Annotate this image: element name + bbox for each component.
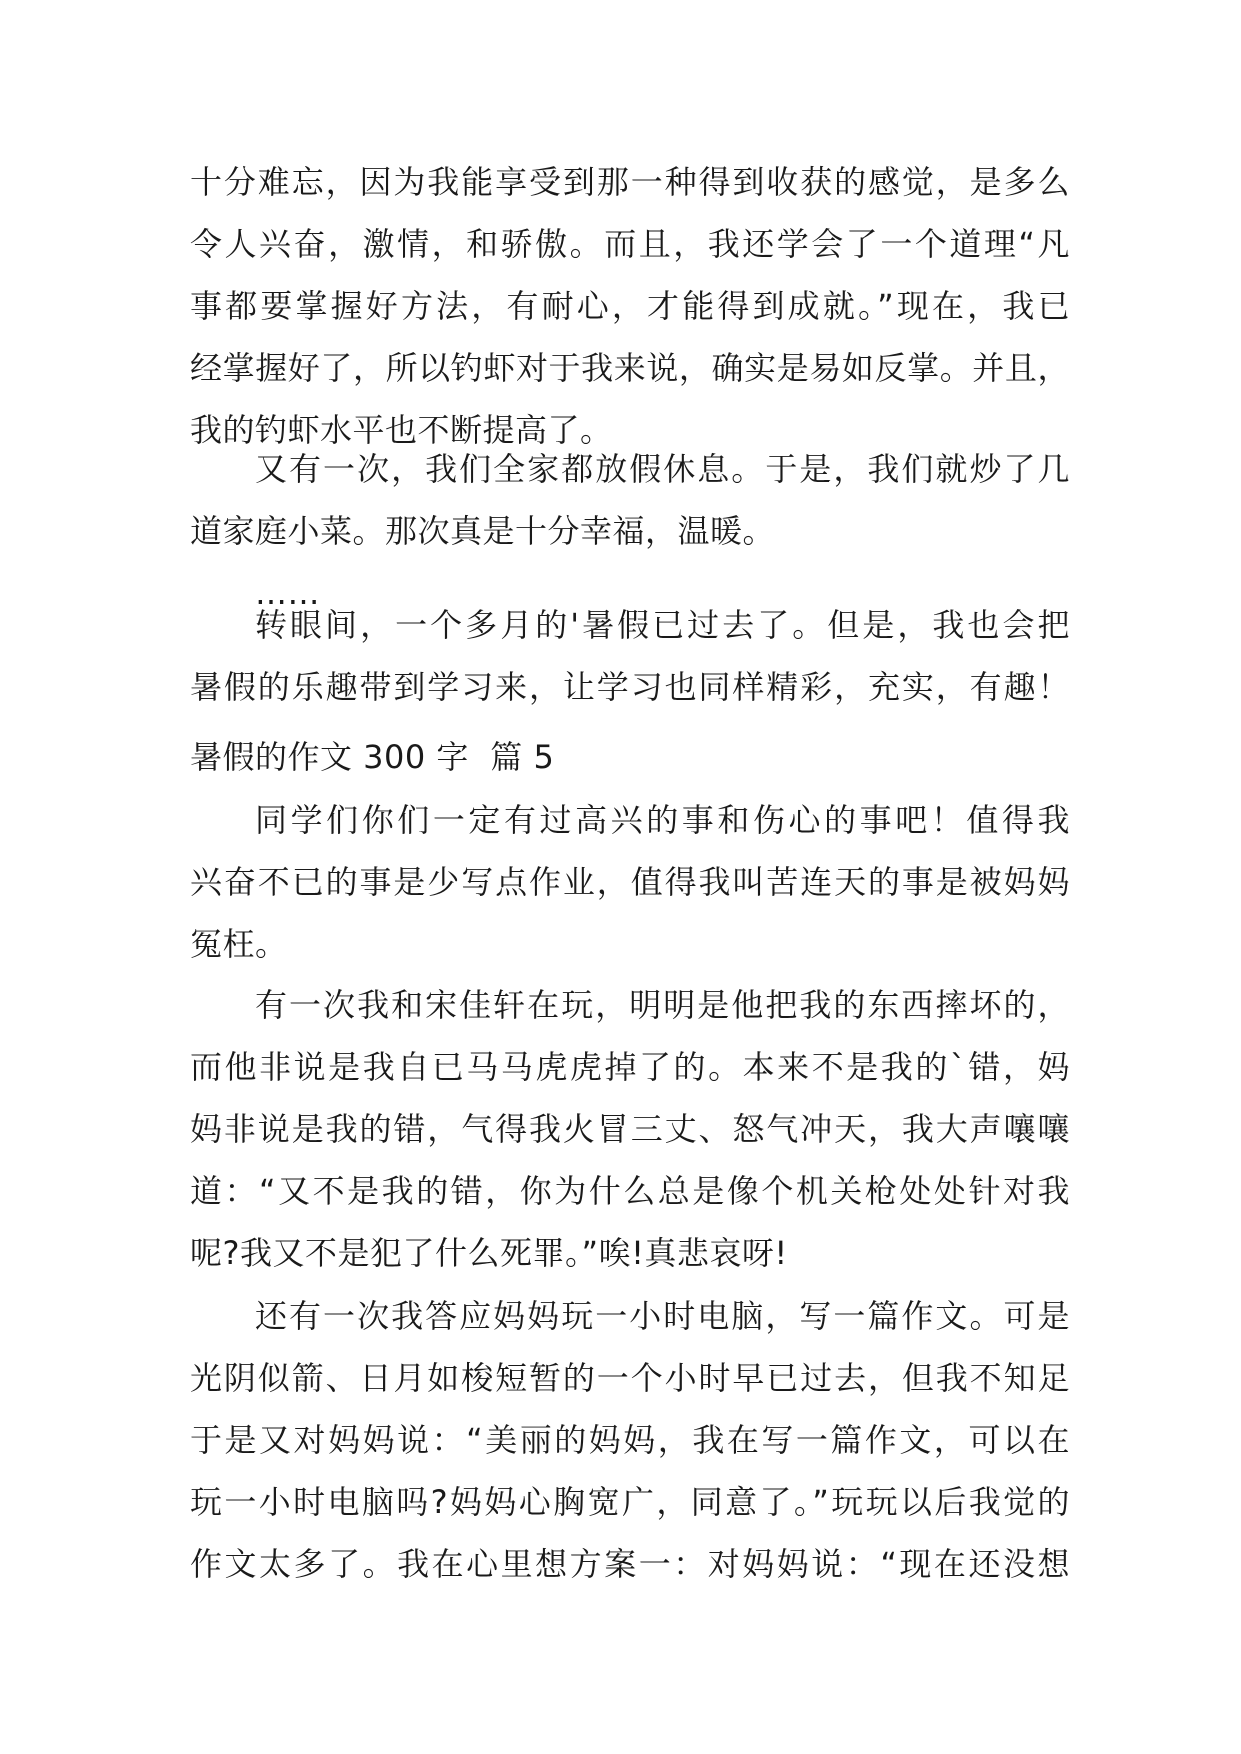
- text-line: 玩一小时电脑吗?妈妈心胸宽广，同意了。”玩玩以后我觉的: [190, 1483, 1070, 1521]
- section-heading: [190, 726, 1070, 788]
- text-line: 十分难忘，因为我能享受到那一种得到收获的感觉，是多么: [190, 163, 1070, 201]
- text-line: 同学们你们一定有过高兴的事和伤心的事吧！值得我: [255, 801, 1070, 839]
- text-line: 事都要掌握好方法，有耐心，才能得到成就。”现在，我已: [190, 287, 1070, 325]
- text-line: 道：“又不是我的错，你为什么总是像个机关枪处处针对我: [190, 1172, 1070, 1210]
- paragraph-summer-end: [190, 594, 1070, 718]
- text-line: 又有一次，我们全家都放假休息。于是，我们就炒了几: [255, 450, 1070, 488]
- text-line: 呢?我又不是犯了什么死罪。”唉!真悲哀呀!: [190, 1234, 788, 1272]
- text-line: 令人兴奋，激情，和骄傲。而且，我还学会了一个道理“凡: [190, 225, 1070, 263]
- text-line: 还有一次我答应妈妈玩一小时电脑，写一篇作文。可是: [255, 1297, 1070, 1335]
- text-line: 光阴似箭、日月如梭短暂的一个小时早已过去，但我不知足: [190, 1359, 1070, 1397]
- text-line: 经掌握好了，所以钓虾对于我来说，确实是易如反掌。并且，: [190, 349, 1070, 387]
- text-line: ……: [255, 574, 320, 612]
- paragraph-fishing: [190, 151, 1070, 461]
- text-line: 兴奋不已的事是少写点作业，值得我叫苦连天的事是被妈妈: [190, 863, 1070, 901]
- text-line: 有一次我和宋佳轩在玩，明明是他把我的东西摔坏的，: [255, 986, 1070, 1024]
- text-line: 道家庭小菜。那次真是十分幸福，温暖。: [190, 512, 776, 550]
- paragraph-family-cooking: [190, 438, 1070, 562]
- paragraph-intro: [190, 789, 1070, 975]
- text-line: 暑假的乐趣带到学习来，让学习也同样精彩，充实，有趣！: [190, 668, 1070, 706]
- text-line: 冤枉。: [190, 925, 288, 963]
- text-line: 于是又对妈妈说：“美丽的妈妈，我在写一篇作文，可以在: [190, 1421, 1070, 1459]
- text-line: 妈非说是我的错，气得我火冒三丈、怒气冲天，我大声嚷嚷: [190, 1110, 1070, 1148]
- heading-text: 暑假的作文 300 字 篇 5: [190, 738, 555, 776]
- text-line: 作文太多了。我在心里想方案一：对妈妈说：“现在还没想: [190, 1545, 1070, 1583]
- paragraph-wronged: [190, 974, 1070, 1284]
- text-line: 转眼间，一个多月的'暑假已过去了。但是，我也会把: [255, 606, 1070, 644]
- paragraph-computer: [190, 1285, 1070, 1595]
- text-line: 我的钓虾水平也不断提高了。: [190, 411, 613, 449]
- text-line: 而他非说是我自已马马虎虎掉了的。本来不是我的`错，妈: [190, 1048, 1070, 1086]
